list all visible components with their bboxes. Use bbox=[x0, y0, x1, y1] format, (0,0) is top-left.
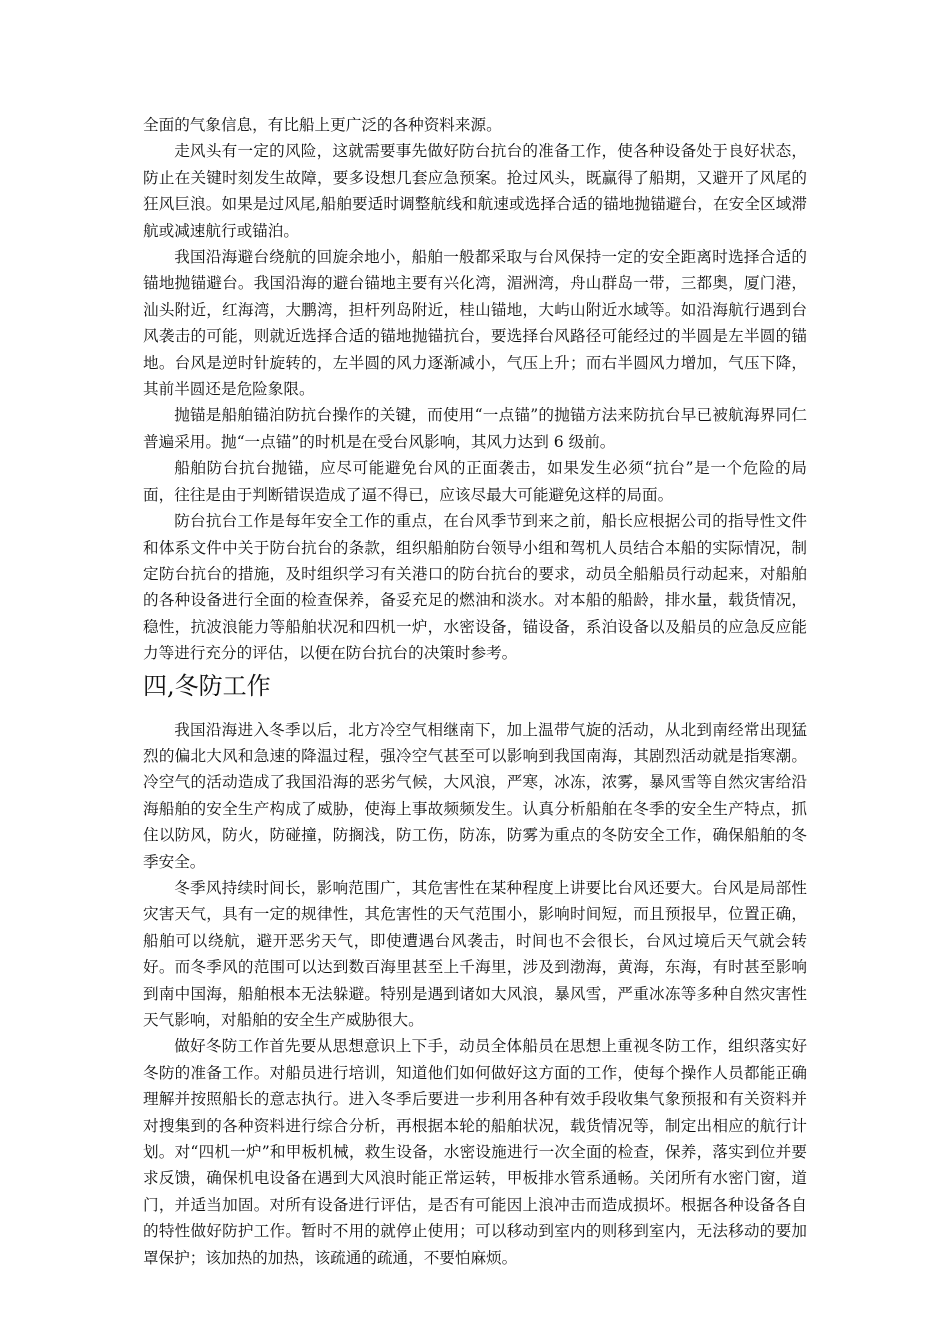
document-page bbox=[143, 112, 807, 1271]
paragraph-cold-wave: 我国沿海进入冬季以后，北方冷空气相继南下，加上温带气旋的活动，从北到南经常出现猛烈的偏北大风和急速的降温过程，强冷空气甚至可以影响到我国南海，其剧烈活动就是指寒潮。冷空气的活动造成了我国沿海的恶劣气候，大风浪，严寒，冰冻，浓雾，暴风雪等自然灾害给沿海船舶的安全生产构成了威胁，使海上事故频频发生。认真分析船舶在冬季的安全生产特点，抓住以防风，防火，防碰撞，防搁浅，防工伤，防冻，防雾为重点的冬防安全工作，确保船舶的冬季安全。 bbox=[143, 720, 807, 871]
paragraph-typhoon-anchorage: 我国沿海避台绕航的回旋余地小，船舶一般都采取与台风保持一定的安全距离时选择合适的锚地抛锚避台。我国沿海的避台锚地主要有兴化湾，湄洲湾，舟山群岛一带，三都奥，厦门港，汕头附近，红海湾，大鹏湾，担杆列岛附近，桂山锚地，大屿山附近水域等。如沿海航行遇到台风袭击的可能，则就近选择合适的锚地抛锚抗台，要选择台风路径可能经过的半圆是左半圆的锚地。台风是逆时针旋转的，左半圆的风力逐渐减小，气压上升；而右半圆风力增加，气压下降，其前半圆还是危险象限。 bbox=[143, 248, 807, 399]
section-heading-winter: 四,冬防工作 bbox=[143, 671, 271, 700]
paragraph-wind-head: 走风头有一定的风险，这就需要事先做好防台抗台的准备工作，使各种设备处于良好状态，防止在关键时刻发生故障，要多设想几套应急预案。抢过风头，既赢得了船期，又避开了风尾的狂风巨浪。如果是过风尾,船舶要适时调整航线和航速或选择合适的锚地抛锚避台，在安全区域滞航或减速航行或锚泊。 bbox=[143, 142, 807, 240]
paragraph-winter-preparation: 做好冬防工作首先要从思想意识上下手，动员全体船员在思想上重视冬防工作，组织落实好冬防的准备工作。对船员进行培训，知道他们如何做好这方面的工作，使每个操作人员都能正确理解并按照船长的意志执行。进入冬季后要进一步利用各种有效手段收集气象预报和有关资料并对搜集到的各种资料进行综合分析，再根据本轮的船舶状况，载货情况等，制定出相应的航行计划。对“四机一炉”和甲板机械，救生设备，水密设施进行一次全面的检查，保养，落实到位并要求反馈，确保机电设备在遇到大风浪时能正常运转，甲板排水管系通畅。关闭所有水密门窗，道门，并适当加固。对所有设备进行评估，是否有可能因上浪冲击而造成损坏。根据各种设备各自的特性做好防护工作。暂时不用的就停止使用；可以移动到室内的则移到室内，无法移动的要加罩保护；该加热的加热，该疏通的疏通，不要怕麻烦。 bbox=[143, 1037, 807, 1267]
paragraph-one-point-anchor: 抛锚是船舶锚泊防抗台操作的关键，而使用“一点锚”的抛锚方法来防抗台早已被航海界同仁普遍采用。抛“一点锚”的时机是在受台风影响，其风力达到 6 级前。 bbox=[143, 406, 807, 451]
paragraph-continuation: 全面的气象信息，有比船上更广泛的各种资料来源。 bbox=[143, 116, 502, 134]
paragraph-avoid-frontal: 船舶防台抗台抛锚，应尽可能避免台风的正面袭击，如果发生必须“抗台”是一个危险的局面，往往是由于判断错误造成了逼不得已，应该尽最大可能避免这样的局面。 bbox=[143, 459, 807, 504]
paragraph-typhoon-preparation: 防台抗台工作是每年安全工作的重点，在台风季节到来之前，船长应根据公司的指导性文件和体系文件中关于防台抗台的条款，组织船舶防台领导小组和驾机人员结合本船的实际情况，制定防台抗台的措施，及时组织学习有关港口的防台抗台的要求，动员全船船员行动起来，对船舶的各种设备进行全面的检查保养，备妥充足的燃油和淡水。对本船的船龄，排水量，载货情况，稳性，抗波浪能力等船舶状况和四机一炉，水密设备，锚设备，系泊设备以及船员的应急反应能力等进行充分的评估，以便在防台抗台的决策时参考。 bbox=[143, 512, 807, 663]
paragraph-winter-wind: 冬季风持续时间长，影响范围广，其危害性在某种程度上讲要比台风还要大。台风是局部性灾害天气，具有一定的规律性，其危害性的天气范围小，影响时间短，而且预报早，位置正确，船舶可以绕航，避开恶劣天气，即使遭遇台风袭击，时间也不会很长，台风过境后天气就会转好。而冬季风的范围可以达到数百海里甚至上千海里，涉及到渤海，黄海，东海，有时甚至影响到南中国海，船舶根本无法躲避。特别是遇到诸如大风浪，暴风雪，严重冰冻等多种自然灾害性天气影响，对船舶的安全生产威胁很大。 bbox=[143, 878, 807, 1029]
